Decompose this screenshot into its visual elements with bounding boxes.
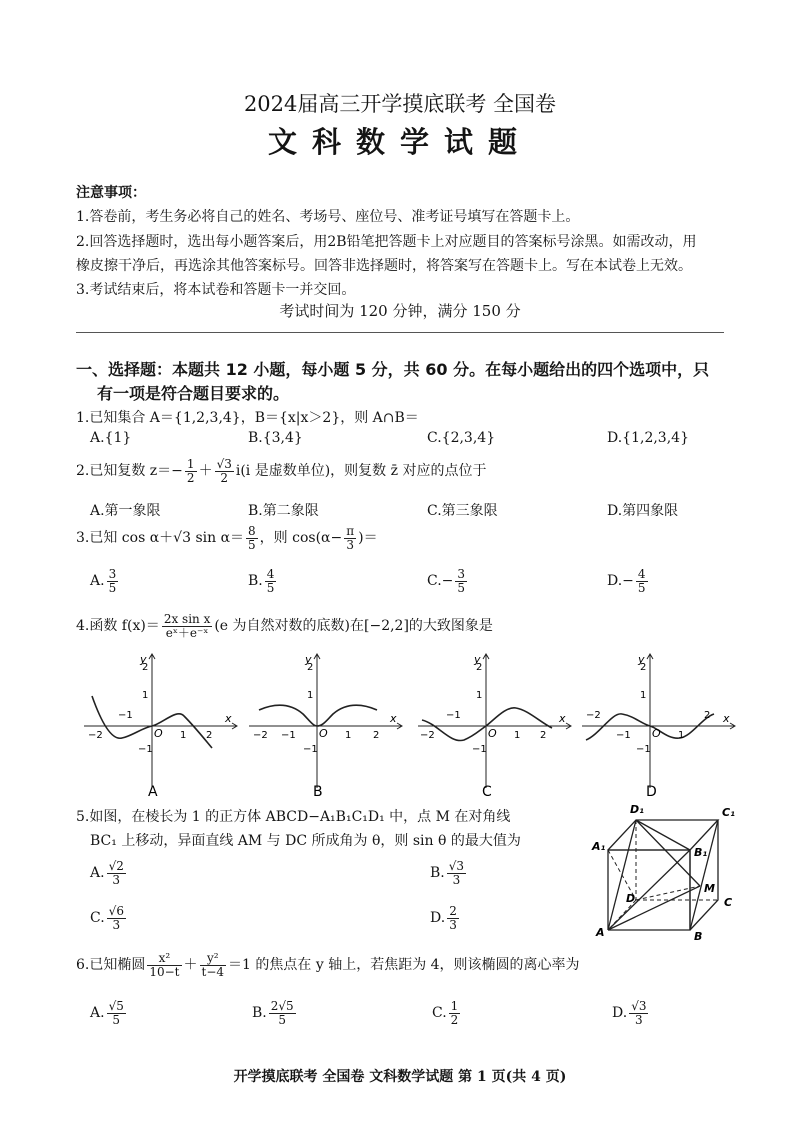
graph-a-axes [84, 654, 237, 788]
axis-x-label: x [390, 712, 397, 725]
tick-y-neg-1: −1 [472, 744, 487, 755]
question-1-option-c: C.{2,3,4} [427, 430, 496, 446]
tick-y-1: 1 [476, 690, 483, 701]
question-5-option-c: C. $\frac{√6}{3}$ [90, 904, 124, 932]
question-6-stem: 6.已知椭圆 $\frac{\text{x²}}{10-t}$ ＋ $\frac{\text{y²}}{t-4}$ ＝1 的焦点在 y 轴上，若焦距为 4，则该椭圆的离心率为 [76, 951, 580, 979]
graph-c-label: C [482, 784, 492, 800]
question-6-option-c: C. $\frac{1}{2}$ [432, 999, 459, 1027]
axis-x-label: x [225, 712, 232, 725]
question-3-option-b: B. $\frac{4}{5}$ [248, 567, 275, 595]
cube-label-a: A [596, 926, 605, 939]
question-3-stem: 3.已知 cos α＋√3 sin α＝ $\frac{8}{5}$ ，则 cos(α− $\frac{\pi}{3}$ )＝ [76, 524, 378, 552]
cube-label-c1: C₁ [722, 806, 735, 819]
tick-y-2: 2 [307, 662, 314, 673]
question-5-line-1: 5.如图，在棱长为 1 的正方体 ABCD−A₁B₁C₁D₁ 中，点 M 在对角线 [76, 809, 511, 825]
notice-item-3: 3.考试结束后，将本试卷和答题卡一并交回。 [76, 282, 356, 298]
question-2-stem: 2.已知复数 z＝− $\frac{1}{2}$ ＋ $\frac{√3}{2}$ i(i 是虚数单位)，则复数 z̄ 对应的点位于 [76, 457, 487, 485]
cube-figure [588, 798, 748, 948]
cube-solid-edges [608, 820, 718, 930]
tick-neg-2: −2 [253, 730, 268, 741]
question-3-option-d: D.− $\frac{4}{5}$ [607, 567, 646, 595]
tick-pos-2: 2 [540, 730, 547, 741]
question-1-stem: 1.已知集合 A＝{1,2,3,4}，B＝{x|x＞2}，则 A∩B＝ [76, 410, 419, 426]
graph-b-label: B [313, 784, 323, 800]
page-footer: 开学摸底联考 全国卷 文科数学试题 第 1 页(共 4 页) [233, 1069, 567, 1085]
graph-c-curve [422, 708, 552, 741]
cube-label-d1: D₁ [630, 803, 644, 816]
tick-pos-2: 2 [206, 730, 213, 741]
question-5-option-a: A. $\frac{√2}{3}$ [90, 859, 124, 887]
tick-y-1: 1 [307, 690, 314, 701]
tick-pos-2: 2 [704, 710, 711, 721]
question-6-option-a: A. $\frac{√5}{5}$ [90, 999, 124, 1027]
question-5-option-d: D. $\frac{2}{3}$ [430, 904, 457, 932]
origin-label: O [319, 727, 328, 740]
tick-pos-1: 1 [345, 730, 352, 741]
tick-neg-1: −1 [281, 730, 296, 741]
tick-pos-1: 1 [678, 730, 685, 741]
section-heading-cont: 有一项是符合题目要求的。 [97, 384, 290, 403]
subject-title: 文科数学试题 [267, 125, 532, 159]
tick-neg-2: −2 [420, 730, 435, 741]
question-1-option-b: B.{3,4} [248, 430, 303, 446]
question-3-option-a: A. $\frac{3}{5}$ [90, 567, 117, 595]
cube-label-c: C [724, 896, 733, 909]
cube-label-m: M [704, 882, 715, 895]
graph-b [247, 648, 407, 800]
origin-label: O [154, 727, 163, 740]
graph-a [82, 648, 242, 800]
cube-label-a1: A₁ [592, 840, 606, 853]
tick-neg-1: −1 [446, 710, 461, 721]
notice-item-2-cont: 橡皮擦干净后，再选涂其他答案标号。回答非选择题时，将答案写在答题卡上。写在本试卷上无效。 [76, 258, 692, 274]
question-2-option-d: D.第四象限 [607, 503, 679, 519]
graph-d-label: D [646, 784, 657, 800]
exam-time: 考试时间为 120 分钟，满分 150 分 [279, 302, 521, 320]
question-5-line-2: BC₁ 上移动，异面直线 AM 与 DC 所成角为 θ，则 sin θ 的最大值为 [90, 833, 521, 849]
origin-label: O [652, 727, 661, 740]
tick-neg-1: −1 [118, 710, 133, 721]
notice-item-1: 1.答卷前，考生务必将自己的姓名、考场号、座位号、准考证号填写在答题卡上。 [76, 209, 580, 225]
notice-item-2: 2.回答选择题时，选出每小题答案后，用2B铅笔把答题卡上对应题目的答案标号涂黑。如需改动，用 [76, 234, 697, 250]
question-2-option-b: B.第二象限 [248, 503, 319, 519]
question-6-option-b: B. $\frac{2√5}{5}$ [252, 999, 294, 1027]
tick-pos-1: 1 [180, 730, 187, 741]
question-5-option-b: B. $\frac{√3}{3}$ [430, 859, 465, 887]
question-2-option-a: A.第一象限 [90, 503, 161, 519]
origin-label: O [488, 727, 497, 740]
cube-label-b1: B₁ [694, 846, 708, 859]
graph-a-label: A [148, 784, 158, 800]
question-3-option-c: C.− $\frac{3}{5}$ [427, 567, 466, 595]
axis-y-label: y [474, 653, 481, 666]
tick-y-2: 2 [476, 662, 483, 673]
question-2-option-c: C.第三象限 [427, 503, 498, 519]
tick-pos-1: 1 [514, 730, 521, 741]
exam-title: 2024届高三开学摸底联考 全国卷 [243, 92, 557, 116]
axis-y-label: y [305, 653, 312, 666]
tick-neg-1: −1 [616, 730, 631, 741]
tick-y-neg-1: −1 [636, 744, 651, 755]
tick-neg-2: −2 [586, 710, 601, 721]
graph-b-curve [259, 705, 377, 726]
question-6-option-d: D. $\frac{√3}{3}$ [612, 999, 647, 1027]
tick-y-2: 2 [142, 662, 149, 673]
question-4-stem: 4.函数 f(x)＝ $\frac{\text{2x sin x}}{\text{eˣ＋e⁻ˣ}}$ (e 为自然对数的底数)在[−2,2]的大致图象是 [76, 612, 493, 640]
tick-pos-2: 2 [373, 730, 380, 741]
graph-c [416, 648, 576, 800]
tick-y-neg-1: −1 [303, 744, 318, 755]
section-heading: 一、选择题：本题共 12 小题，每小题 5 分，共 60 分。在每小题给出的四个选项中，只 [76, 360, 710, 379]
tick-neg-2: −2 [88, 730, 103, 741]
tick-y-1: 1 [142, 690, 149, 701]
tick-y-1: 1 [640, 690, 647, 701]
axis-y-label: y [140, 653, 147, 666]
question-1-option-a: A.{1} [90, 430, 132, 446]
tick-y-neg-1: −1 [138, 744, 153, 755]
axis-y-label: y [638, 653, 645, 666]
divider [76, 332, 724, 333]
notice-heading: 注意事项： [76, 185, 146, 201]
graph-d-axes [582, 654, 735, 788]
cube-label-d: D [626, 892, 636, 905]
axis-x-label: x [559, 712, 566, 725]
cube-label-b: B [694, 930, 703, 943]
question-1-option-d: D.{1,2,3,4} [607, 430, 689, 446]
graph-d [580, 648, 740, 800]
axis-x-label: x [723, 712, 730, 725]
tick-y-2: 2 [640, 662, 647, 673]
graph-c-axes [418, 654, 571, 788]
